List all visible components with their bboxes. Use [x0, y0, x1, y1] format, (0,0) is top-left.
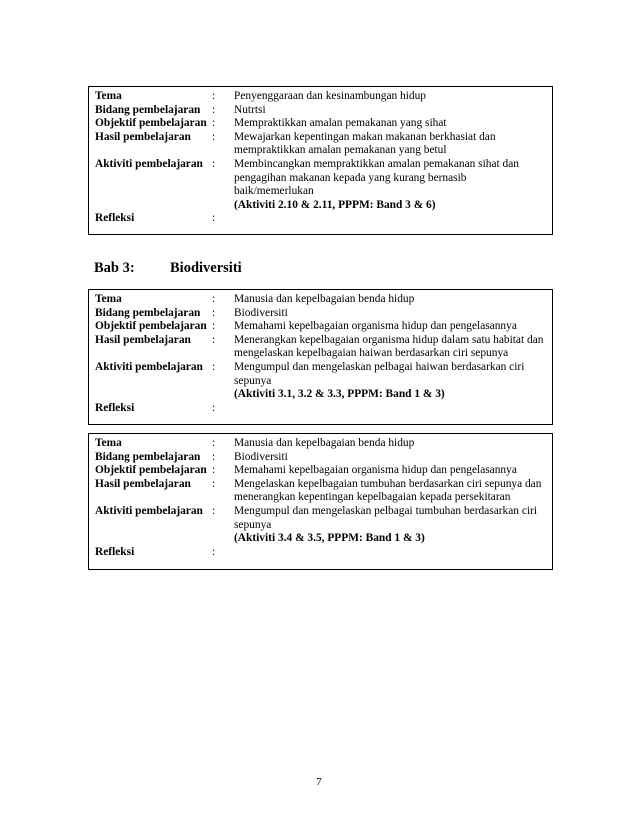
value	[234, 546, 546, 560]
label: Bidang pembelajaran	[95, 450, 201, 463]
label: Refleksi	[95, 401, 135, 414]
colon: :	[212, 306, 216, 319]
colon: :	[212, 90, 216, 102]
label: Aktiviti pembelajaran	[95, 504, 203, 517]
row-refleksi	[95, 212, 546, 226]
label: Hasil pembelajaran	[95, 477, 191, 490]
colon: :	[212, 545, 216, 558]
label: Tema	[95, 437, 122, 449]
label: Refleksi	[95, 545, 135, 558]
lesson-box-2	[88, 289, 553, 425]
activity-note: (Aktiviti 3.1, 3.2 & 3.3, PPPM: Band 1 & 3)	[234, 388, 445, 401]
value	[234, 334, 546, 361]
value	[234, 212, 546, 226]
label: Aktiviti pembelajaran	[95, 157, 203, 170]
row-bidang	[95, 451, 546, 465]
value-line: Membincangkan mempraktikkan amalan pemakanan sihat dan	[234, 157, 519, 170]
value	[234, 478, 546, 505]
value: Mempraktikkan amalan pemakanan yang sihat	[234, 117, 447, 130]
label: Tema	[95, 90, 122, 102]
value: Nutrtsi	[234, 103, 266, 116]
value	[234, 131, 546, 158]
row-objektif	[95, 117, 546, 131]
value: Memahami kepelbagaian organisma hidup dan pengelasannya	[234, 320, 517, 333]
row-bidang	[95, 104, 546, 118]
colon: :	[212, 320, 216, 333]
row-refleksi	[95, 546, 546, 560]
value-line: baik/memerlukan	[234, 185, 314, 198]
row-bidang	[95, 307, 546, 321]
label: Hasil pembelajaran	[95, 333, 191, 346]
row-tema	[95, 293, 546, 307]
colon: :	[212, 212, 216, 225]
value-line: Menerangkan kepelbagaian organisma hidup dalam satu habitat dan	[234, 333, 544, 346]
lesson-box-1	[88, 86, 553, 235]
colon: :	[212, 437, 216, 449]
value-line: Mewajarkan kepentingan makan makanan berkhasiat dan	[234, 130, 496, 143]
colon: :	[212, 293, 216, 305]
value: Penyenggaraan dan kesinambungan hidup	[234, 90, 427, 102]
value-line: menerangkan kepentingan kepelbagaian kepada persekitaran	[234, 491, 511, 504]
colon: :	[212, 130, 216, 143]
value-line: mempraktikkan amalan pemakanan yang betul	[234, 144, 447, 157]
value	[234, 158, 546, 212]
row-refleksi	[95, 402, 546, 416]
row-aktiviti	[95, 361, 546, 402]
colon: :	[212, 450, 216, 463]
value: Manusia dan kepelbagaian benda hidup	[234, 437, 415, 449]
chapter-title: Biodiversiti	[170, 260, 242, 276]
label: Bidang pembelajaran	[95, 103, 201, 116]
row-tema	[95, 90, 546, 104]
value-line: Mengumpul dan mengelaskan pelbagai tumbuhan berdasarkan ciri	[234, 504, 538, 517]
activity-note: (Aktiviti 2.10 & 2.11, PPPM: Band 3 & 6)	[234, 198, 436, 211]
colon: :	[212, 401, 216, 414]
colon: :	[212, 103, 216, 116]
value-line: Mengumpul dan mengelaskan pelbagai haiwan berdasarkan ciri	[234, 360, 525, 373]
row-aktiviti	[95, 158, 546, 212]
colon: :	[212, 477, 216, 490]
lesson-box-3	[88, 433, 553, 570]
value-line: sepunya	[234, 374, 272, 387]
label: Tema	[95, 293, 122, 305]
chapter-number: Bab 3:	[94, 260, 135, 276]
value: Memahami kepelbagaian organisma hidup dan pengelasannya	[234, 464, 517, 477]
value: Biodiversiti	[234, 306, 288, 319]
value-line: pengagihan makanan kepada yang kurang bernasib	[234, 171, 467, 184]
row-objektif	[95, 320, 546, 334]
label: Objektif pembelajaran	[95, 464, 207, 477]
colon: :	[212, 333, 216, 346]
row-objektif	[95, 464, 546, 478]
label: Objektif pembelajaran	[95, 320, 207, 333]
row-tema	[95, 437, 546, 451]
label: Aktiviti pembelajaran	[95, 360, 203, 373]
colon: :	[212, 464, 216, 477]
value-line: sepunya	[234, 518, 272, 531]
row-hasil	[95, 131, 546, 158]
row-hasil	[95, 478, 546, 505]
row-aktiviti	[95, 505, 546, 546]
value-line: mengelaskan kepelbagaian haiwan berdasarkan ciri sepunya	[234, 347, 509, 360]
value	[234, 402, 546, 416]
colon: :	[212, 504, 216, 517]
colon: :	[212, 117, 216, 130]
value: Biodiversiti	[234, 450, 288, 463]
label: Bidang pembelajaran	[95, 306, 201, 319]
value-line: Mengelaskan kepelbagaian tumbuhan berdasarkan ciri sepunya dan	[234, 477, 542, 490]
value	[234, 505, 546, 546]
label: Objektif pembelajaran	[95, 117, 207, 130]
row-hasil	[95, 334, 546, 361]
value: Manusia dan kepelbagaian benda hidup	[234, 293, 415, 305]
label: Refleksi	[95, 212, 135, 225]
colon: :	[212, 157, 216, 170]
label: Hasil pembelajaran	[95, 130, 191, 143]
value	[234, 361, 546, 402]
page-number: 7	[316, 776, 322, 788]
colon: :	[212, 360, 216, 373]
chapter-heading	[94, 260, 242, 277]
activity-note: (Aktiviti 3.4 & 3.5, PPPM: Band 1 & 3)	[234, 532, 425, 545]
